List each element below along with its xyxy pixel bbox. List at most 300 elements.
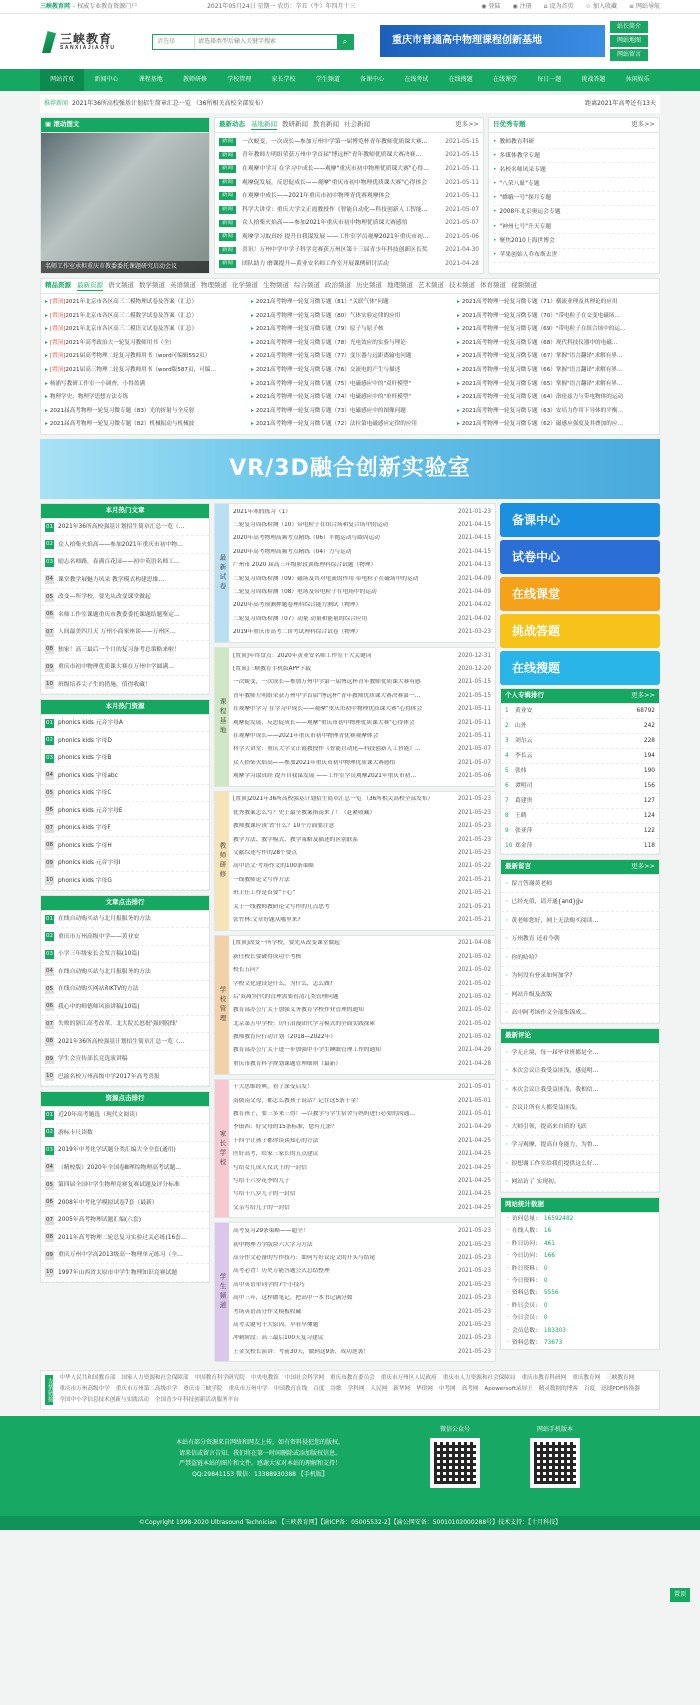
ranking-item[interactable] xyxy=(41,981,209,999)
category-item-title[interactable]: 众人拾柴火焰高——参加2021年重庆市初中物理优质课大赛感悟 xyxy=(233,759,396,766)
category-item-title[interactable]: 二轮复习周练检测（10）带电粒子在组合场和复合场中的运动 xyxy=(233,522,389,529)
news-more-link[interactable]: 更多>> xyxy=(455,120,479,129)
user-name[interactable]: 黄业安 xyxy=(515,707,533,714)
ranking-item[interactable] xyxy=(41,624,209,642)
message-item[interactable]: ◦ 黄老师您好，网上无法购买阅读… xyxy=(501,912,659,931)
resource-title[interactable]: 2021届高考物理二轮复习教师用书（word可编辑552页） xyxy=(65,353,211,360)
nav-item[interactable]: 家长学校 xyxy=(271,76,296,83)
friend-link[interactable]: 中国教育科学研究院 xyxy=(194,1375,245,1382)
user-rank-item[interactable] xyxy=(501,704,659,719)
resource-tab[interactable]: 历史频道 xyxy=(356,280,382,289)
category-item[interactable] xyxy=(233,1058,491,1071)
category-item-title[interactable]: 高中英语单词学的7个小技巧 xyxy=(233,1281,305,1288)
quick-entry-button[interactable]: 在线搜题 xyxy=(500,651,660,685)
category-item-title[interactable]: 高考必背！历史万能答题公式总结整理 xyxy=(233,1268,330,1275)
user-name[interactable]: 郑金萍 xyxy=(515,842,533,849)
friend-link[interactable]: 迅捷PDF转换器 xyxy=(601,1386,640,1393)
category-item-title[interactable]: 十大思维经典，看了深受启发！ xyxy=(233,1084,313,1091)
user-name[interactable]: 刘尔云 xyxy=(515,737,533,744)
user-rank-item[interactable] xyxy=(501,764,659,779)
nav-item[interactable]: 教师研修 xyxy=(182,76,207,83)
register-link[interactable]: ◉ 注册 xyxy=(512,2,532,10)
category-label[interactable]: 学生频道 xyxy=(215,1223,229,1361)
ranking-item-title[interactable]: 重庆万州中学高2013级高一物理单元练习（全… xyxy=(58,1252,183,1259)
ranking-item-title[interactable]: 课堂教学展魅力风采 教学模式构建思维… xyxy=(58,576,165,583)
user-name[interactable]: 李长云 xyxy=(515,752,533,759)
category-item-title[interactable]: 关于一线教师教研论文写作的几点思考 xyxy=(233,903,330,910)
nav-item[interactable]: 在线搜题 xyxy=(448,76,473,83)
friend-link[interactable]: 中国教育在线 xyxy=(273,1386,308,1393)
news-item-title[interactable]: 团队助力 磨课提升—黄业安名师工作室开展课例研讨活动 xyxy=(242,261,389,268)
news-item-title[interactable]: 在观摩中成长——2021年重庆市初中物理青优赛观摩体会 xyxy=(242,193,391,200)
category-item[interactable] xyxy=(233,573,491,586)
friend-link[interactable]: 重庆市万州中学 xyxy=(228,1386,268,1393)
category-item-title[interactable]: 教育部办公厅关于加强义务教育学校作业管理的通知 xyxy=(233,1007,364,1014)
category-item-title[interactable]: 优秀教案怎么写？史上最全教案指南来了！（赶紧收藏） xyxy=(233,809,376,816)
resource-item[interactable] xyxy=(45,310,243,324)
category-item[interactable] xyxy=(233,901,491,914)
category-item[interactable] xyxy=(233,834,491,847)
category-item[interactable] xyxy=(233,770,491,783)
friend-link[interactable]: 重庆教育网 xyxy=(572,1375,601,1382)
category-item[interactable] xyxy=(233,677,491,690)
message-item[interactable]: ◦ 已经充值，请开通{and}jju xyxy=(501,893,659,912)
user-rank-item[interactable] xyxy=(501,839,659,854)
topic-item[interactable]: • 苹果创始人乔布斯去世 xyxy=(493,249,655,263)
ranking-item[interactable] xyxy=(41,820,209,838)
ranking-item[interactable] xyxy=(41,998,209,1016)
ranking-item-title[interactable]: 班级培养尖子生的措施，值得收藏！ xyxy=(58,681,151,688)
resource-item[interactable] xyxy=(251,350,449,364)
resource-title[interactable]: 2021高考物理一轮复习微专题（65）掌握"语言翻译"求解有界… xyxy=(461,380,623,387)
resource-title[interactable]: 2021高考物理一轮复习微专题（73）电磁感应中的图像问题 xyxy=(255,407,406,414)
ranking-item[interactable] xyxy=(41,659,209,677)
category-label[interactable]: 学校管理 xyxy=(215,936,229,1074)
resource-item[interactable] xyxy=(45,337,243,351)
category-item-title[interactable]: 李镇西：好父母的15条标准，您有几条？ xyxy=(233,1124,337,1131)
user-rank-item[interactable] xyxy=(501,779,659,794)
user-rank-item[interactable] xyxy=(501,719,659,734)
category-item-title[interactable]: 教师教课应该'省'什么？10个方面要注意 xyxy=(233,823,335,830)
resource-title[interactable]: 杨浦写教研工作室一小调查，小得盈满 xyxy=(49,380,145,387)
resource-item[interactable] xyxy=(45,418,243,432)
ranking-item-title[interactable]: 励志名师路，春满百花园——初中英语名师工… xyxy=(58,559,180,566)
topics-more-link[interactable]: 更多>> xyxy=(631,120,655,129)
ranking-item-title[interactable]: phonics kids 字母F xyxy=(58,825,111,832)
ranking-item[interactable] xyxy=(41,802,209,820)
news-item-title[interactable]: 在观摩中学习 在学习中成长——观摩"重庆市初中物理优质课大赛"心得… xyxy=(242,165,429,172)
comment-item[interactable]: ◦ 大师引领，提高来自质的飞跃 xyxy=(501,1118,659,1137)
category-item-title[interactable]: 高中语文·考场作文的100条策略 xyxy=(233,863,314,870)
category-item[interactable] xyxy=(233,1135,491,1148)
category-item[interactable] xyxy=(233,546,491,559)
friend-link[interactable]: 百度 xyxy=(583,1386,596,1393)
vr-lab-banner[interactable]: VR/3D融合创新实验室 xyxy=(40,439,660,499)
category-item[interactable] xyxy=(233,717,491,730)
category-item-title[interactable]: 2019年重庆市高考二诊考试理科综合试卷（物理） xyxy=(233,629,362,636)
login-link[interactable]: ◉ 登陆 xyxy=(481,2,501,10)
resource-item[interactable] xyxy=(251,337,449,351)
ranking-item-title[interactable]: phonics kids 元音字母E xyxy=(58,807,123,814)
category-item[interactable] xyxy=(233,1018,491,1031)
topic-item[interactable]: • 教师教育科研 xyxy=(493,135,655,149)
ranking-item-title[interactable]: phonics kids 字母D xyxy=(58,737,112,744)
category-item-title[interactable]: 观摩学习取真经 提升自我谋发展 ——工作室学员观摩2021年重庆市初… xyxy=(233,773,417,780)
resource-item[interactable] xyxy=(251,418,449,432)
news-item-title[interactable]: 观摩学习取真经 提升自我谋发展 ——工作室学员观摩2021年重庆市初… xyxy=(242,233,429,240)
resource-tab[interactable]: 视频频道 xyxy=(511,280,537,289)
category-item-title[interactable]: 医好高考，给家三家长的五点建议 xyxy=(233,1151,319,1158)
user-name[interactable]: 张亚萍 xyxy=(515,827,533,834)
ranking-item-title[interactable]: 失败的浙江高考改革，北大院长怒批'强到脱线' xyxy=(58,1021,178,1028)
ranking-item-title[interactable]: 2011年高考物理二轮总复习实验过关必练(16套… xyxy=(58,1234,187,1241)
topic-item[interactable]: • 聚焦2010上海世博会 xyxy=(493,234,655,248)
friend-link[interactable]: 重庆市人力资源和社会保障局 xyxy=(442,1375,516,1382)
ranking-item[interactable] xyxy=(41,1033,209,1051)
nav-item[interactable]: 每日一题 xyxy=(537,76,562,83)
category-item[interactable] xyxy=(233,663,491,676)
user-rank-more[interactable]: 更多>> xyxy=(631,691,655,700)
resource-title[interactable]: 2021届高考物理一轮复习微专题（83）光的折射与全反射 xyxy=(49,407,195,414)
ranking-item-title[interactable]: 名师工作室课题重庆市教委委托课题结题鉴定… xyxy=(58,611,180,618)
comment-item[interactable]: ◦ 很想谢工作室给我们提供这么好… xyxy=(501,1155,659,1174)
resource-title[interactable]: 2021年北京市各区高三二模语文试卷及答案（汇总） xyxy=(65,326,198,333)
category-item-title[interactable]: 教育孩子，要三多来三得！—以教学与学生宿舍与妈妈进行必要的沟通… xyxy=(233,1111,415,1118)
ranking-item-title[interactable]: 重庆市初中物理优质课大赛在万州中学圆满… xyxy=(58,664,174,671)
resource-title[interactable]: 2021高考物理一轮复习微专题（76）交流电的产生与描述 xyxy=(255,366,401,373)
ranking-item-title[interactable]: 2021年36所高校强基计划招生简章汇总一览（… xyxy=(58,1038,185,1045)
resource-title[interactable]: 2021高考物理一轮复习微专题（77）变压器与远距离输电问题 xyxy=(255,353,412,360)
message-item[interactable]: ◦ 你的哈哈？ xyxy=(501,949,659,968)
news-item[interactable] xyxy=(219,217,479,231)
category-item[interactable] xyxy=(233,1319,491,1332)
ranking-item[interactable] xyxy=(41,1264,209,1282)
friend-link[interactable]: 重庆市万州高级中学 xyxy=(59,1386,110,1393)
ranking-item[interactable] xyxy=(41,1051,209,1069)
resource-title[interactable]: 2021高考物理一轮复习微专题（71）横流业理及其理论的应用 xyxy=(461,299,618,305)
message-item[interactable]: ◦ 万州教育 还看今朝 xyxy=(501,930,659,949)
category-item-title[interactable]: [置顶]2021年36所高校强基计划招生简章汇总一览 （36所相关高校全部发布） xyxy=(233,796,434,803)
category-item-title[interactable]: 学校文化建设是什么，为什么，怎么做? xyxy=(233,980,333,987)
resource-title[interactable]: 2021高考物理一轮复习微专题（63）安培力作用下导体的平衡… xyxy=(461,407,624,414)
category-item[interactable] xyxy=(233,1266,491,1279)
category-item-title[interactable]: 文献综述写作的28个要点 xyxy=(233,850,298,857)
category-item[interactable] xyxy=(233,1108,491,1121)
category-item[interactable] xyxy=(233,600,491,613)
friend-link[interactable]: 精灵数据的博客 xyxy=(538,1386,578,1393)
category-item-title[interactable]: 北京第五中学校：厉行浪漫团代学习模式的全面实践探索 xyxy=(233,1020,376,1027)
category-item-title[interactable]: 二轮复习周练检测（09）磁场及其对电流的作用 带电粒子在磁场中的运动 xyxy=(233,575,419,582)
ranking-item-title[interactable]: 众人拾柴火焰高——参加2021年重庆市初中物… xyxy=(58,541,183,548)
news-tab[interactable]: 教研新闻 xyxy=(282,119,308,128)
resource-tab[interactable]: 数学频道 xyxy=(139,280,165,289)
news-item[interactable] xyxy=(219,244,479,258)
category-item-title[interactable]: 二轮复习周练检测（07）动量 动量和能量的综合应用 xyxy=(233,615,368,622)
resource-title[interactable]: 2021高考物理一轮复习微专题（72）法拉第电磁感应定律的应用 xyxy=(255,421,418,428)
friend-link[interactable]: 三峡教育网 xyxy=(606,1375,635,1382)
nav-item[interactable]: 休闲娱乐 xyxy=(625,76,650,83)
category-item[interactable] xyxy=(233,1292,491,1305)
friend-link[interactable]: 中华人民共和国教育部 xyxy=(59,1375,116,1382)
category-item[interactable] xyxy=(233,1306,491,1319)
resource-tab[interactable]: 语文频道 xyxy=(108,280,134,289)
guestbook-button[interactable]: 网站留言 xyxy=(610,49,648,61)
ranking-item-title[interactable]: 我心中的师德师风演讲稿(10篇) xyxy=(58,1003,140,1010)
ranking-item[interactable] xyxy=(41,785,209,803)
ranking-item-title[interactable]: 2021年36所高校强基计划招生简章汇总一览（… xyxy=(58,524,185,531)
category-item[interactable] xyxy=(233,938,491,951)
ranking-item-title[interactable]: 1997年山西省太原市中学生物理知识竞赛试题 xyxy=(58,1269,178,1276)
nav-item[interactable]: 学校管理 xyxy=(227,76,252,83)
resource-tab[interactable]: 地理频道 xyxy=(387,280,413,289)
back-to-top-button[interactable]: 置顶 xyxy=(670,1588,690,1602)
site-logo[interactable] xyxy=(42,26,142,58)
set-home-link[interactable]: ⌂ 设为首页 xyxy=(543,2,574,10)
resource-title[interactable]: 2021高考物理一轮复习微专题（67）掌握"语言翻译"求解有界… xyxy=(461,353,623,360)
resource-title[interactable]: 2021年北京市各区高三二模数学试卷及答案（汇总） xyxy=(65,312,198,319)
category-item-title[interactable]: 高考关键句十大原因，早看早懂题 xyxy=(233,1321,319,1328)
resource-title[interactable]: 物理学史、物理学思想方法专练 xyxy=(49,394,129,401)
category-item[interactable] xyxy=(233,613,491,626)
news-item[interactable] xyxy=(219,189,479,203)
resource-title[interactable]: 2021高考物理一轮复习微专题（79）原子与原子核 xyxy=(255,326,384,333)
resource-title[interactable]: 2021高考物理一轮复习微专题（75）电磁感应中的"双杆模型" xyxy=(255,380,411,387)
resource-tab[interactable]: 生物频道 xyxy=(263,280,289,289)
ranking-item-title[interactable]: phonics kids 字母abc xyxy=(58,772,118,779)
category-item[interactable] xyxy=(233,1202,491,1215)
category-item-title[interactable]: 教学方法、教学模式、教学策略及描述的区别联系 xyxy=(233,836,359,843)
topic-item[interactable]: • 多媒体教学专题 xyxy=(493,149,655,163)
ranking-item[interactable] xyxy=(41,1177,209,1195)
quick-entry-button[interactable]: 挑战答题 xyxy=(500,614,660,648)
category-item-title[interactable]: 2020年高考物理高频考点精练（06）平抛运动与圆周运动 xyxy=(233,535,380,542)
resource-title[interactable]: 2021届高考物理一轮复习微专题（82）机械振动与机械波 xyxy=(49,421,195,428)
resource-item[interactable] xyxy=(251,378,449,392)
category-item-title[interactable]: 观摩促发展，反思促成长——观摩"重庆市初中物理优质课大赛"心得体会 xyxy=(233,719,415,726)
message-item[interactable]: ◦ 留言答谢黄老师 xyxy=(501,875,659,894)
user-rank-item[interactable] xyxy=(501,824,659,839)
resource-title[interactable]: 2021高考物理一轮复习微专题（68）现代科技仪器中的电磁… xyxy=(461,339,618,346)
category-item[interactable] xyxy=(233,1005,491,1018)
ranking-item-title[interactable]: 巴渝名校万州高级中学2017年高考喜报 xyxy=(58,1073,160,1080)
ranking-item[interactable] xyxy=(41,676,209,694)
user-name[interactable]: 谭明司 xyxy=(515,782,533,789)
category-item-title[interactable]: 广州市 2020 届高三年级阶段训练理科综合试题（物理） xyxy=(233,562,377,569)
resource-title[interactable]: 2021高考物理一轮复习微专题（62）磁感应强度及其叠加的应… xyxy=(461,421,624,428)
resource-item[interactable] xyxy=(251,391,449,405)
category-item-title[interactable]: 张竹林:文章好题从哪里来? xyxy=(233,916,301,923)
resource-title[interactable]: 2021高考物理一轮复习微专题（69）"带电粒子在组合场中的运… xyxy=(461,326,626,333)
category-item[interactable] xyxy=(233,914,491,927)
ranking-item[interactable] xyxy=(41,1194,209,1212)
ranking-item[interactable] xyxy=(41,1068,209,1086)
resource-item[interactable] xyxy=(251,310,449,324)
ranking-item-title[interactable]: （精校版）2020年全国卷Ⅲ理综物理高考试题… xyxy=(58,1164,182,1171)
ranking-item-title[interactable]: 小学三年级家长会发言稿(10篇) xyxy=(58,951,140,958)
category-item-title[interactable]: 写给女儿成人仪式上的一封信 xyxy=(233,1164,307,1171)
resource-item[interactable] xyxy=(251,296,449,310)
resource-item[interactable] xyxy=(45,391,243,405)
news-item-title[interactable]: 观摩促发展，反思促成长——观摩"重庆市初中物理优质课大赛"心得体会 xyxy=(242,179,428,186)
resource-item[interactable] xyxy=(45,323,243,337)
resource-item[interactable] xyxy=(457,296,655,310)
about-button[interactable]: 站长简介 xyxy=(610,21,648,33)
friend-link[interactable]: 华律网 xyxy=(416,1386,433,1393)
category-item[interactable] xyxy=(233,1239,491,1252)
category-item[interactable] xyxy=(233,586,491,599)
ranking-item-title[interactable]: 学生会宣传部长竞选演讲稿 xyxy=(58,1056,128,1063)
category-item-title[interactable]: [置顶]年终盘点：2020年黄业安名师工作室十大关键词 xyxy=(233,652,372,659)
resource-item[interactable] xyxy=(251,364,449,378)
ranking-item[interactable] xyxy=(41,855,209,873)
news-item-title[interactable]: 青年教师左明组荣获万州中学首届"博远杯"青年教师优质课大赛决赛… xyxy=(242,152,422,159)
category-item[interactable] xyxy=(233,626,491,639)
resource-tab[interactable]: 化学频道 xyxy=(232,280,258,289)
resource-title[interactable]: 2021届高三物理二轮复习教师用书（word版587页，可编… xyxy=(65,366,216,373)
resource-title[interactable]: 2021高考物理一轮复习微专题（64）洛伦兹力与带电物体的运动 xyxy=(461,394,624,401)
ranking-item-title[interactable]: 2005年高考物理试题汇编(六套) xyxy=(58,1217,142,1224)
category-item-title[interactable]: 冲刺阶段：高三最后100天复习建议 xyxy=(233,1335,324,1342)
friend-link[interactable]: 重庆市万州区人民政府 xyxy=(380,1375,437,1382)
ranking-item-title[interactable]: 在线自动购买站与北月报服务的方法 xyxy=(58,968,151,975)
message-item[interactable]: ◦ 高中阿考场作文全部集锦成… xyxy=(501,1004,659,1023)
category-item-title[interactable]: 南儒南父母，都怎么教孩子说话？记住这5条千金！ xyxy=(233,1097,362,1104)
nav-item[interactable]: 新闻中心 xyxy=(94,76,119,83)
category-item-title[interactable]: 2020年高考预测押题卷理科综合能力测试（物理） xyxy=(233,602,362,609)
category-item[interactable] xyxy=(233,794,491,807)
ranking-item[interactable] xyxy=(41,872,209,890)
friend-link[interactable]: 中考网 xyxy=(438,1386,456,1393)
nav-item[interactable]: 备课中心 xyxy=(360,76,385,83)
category-item[interactable] xyxy=(233,1162,491,1175)
ranking-item-title[interactable]: 近20年高考题选（现代文阅读） xyxy=(58,1112,141,1119)
resource-tab[interactable]: 综合频道 xyxy=(294,280,320,289)
ranking-item[interactable] xyxy=(41,1142,209,1160)
message-item[interactable]: ◦ 为何没有登录如何加学? xyxy=(501,967,659,986)
search-button[interactable] xyxy=(337,35,353,49)
resource-item[interactable] xyxy=(45,405,243,419)
nav-item[interactable]: 在线课堂 xyxy=(492,76,517,83)
news-item-title[interactable]: 一次蜕变，一次成长—参加万州中学第一届博览杯青年教师优质课大赛… xyxy=(242,138,428,145)
search-input[interactable] xyxy=(195,35,337,49)
news-tab[interactable]: 社会新闻 xyxy=(344,119,370,128)
category-item[interactable] xyxy=(233,730,491,743)
category-item[interactable] xyxy=(233,1045,491,1058)
ranking-item[interactable] xyxy=(41,1107,209,1125)
resource-item[interactable] xyxy=(457,405,655,419)
topic-item[interactable]: • "八荣八耻"专题 xyxy=(493,178,655,192)
category-item[interactable] xyxy=(233,951,491,964)
friend-link[interactable]: 国家人力资源和社会保障部 xyxy=(121,1375,189,1382)
comment-item[interactable]: ◦ 本次会议让我受益匪浅，感觉明… xyxy=(501,1062,659,1081)
friend-link[interactable]: Apowersoft录屏王 xyxy=(484,1386,533,1393)
ranking-item[interactable] xyxy=(41,837,209,855)
ranking-item-title[interactable]: phonics kids 字母B xyxy=(58,755,112,762)
category-item[interactable] xyxy=(233,991,491,1004)
topic-item[interactable]: • 2008年北京奥运会专题 xyxy=(493,206,655,220)
category-item[interactable] xyxy=(233,1082,491,1095)
category-item[interactable] xyxy=(233,650,491,663)
news-item[interactable] xyxy=(219,230,479,244)
ranking-item[interactable] xyxy=(41,1247,209,1265)
ranking-item-title[interactable]: 游标卡尺读数 xyxy=(58,1129,93,1136)
resource-item[interactable] xyxy=(457,378,655,392)
resource-title[interactable]: 2021高考物理一轮复习微专题（74）电磁感应中的"单杆模型" xyxy=(255,394,411,401)
friend-link[interactable]: 新华网 xyxy=(393,1386,411,1393)
ranking-item[interactable] xyxy=(41,1159,209,1177)
news-item[interactable] xyxy=(219,257,479,271)
friend-link[interactable]: 高考网 xyxy=(461,1386,479,1393)
user-name[interactable]: 张炜 xyxy=(515,767,527,774)
category-item[interactable] xyxy=(233,874,491,887)
resource-tab[interactable]: 艺术频道 xyxy=(418,280,444,289)
search-type-select[interactable]: 请选择 xyxy=(153,35,195,49)
comment-item[interactable]: ◦ 学无止境，每一届毕业班都是全… xyxy=(501,1044,659,1063)
ranking-item-title[interactable]: 2008年中考化学模拟试卷7套（最新） xyxy=(58,1199,158,1206)
category-item[interactable] xyxy=(233,978,491,991)
comment-item[interactable]: ◦ 学习观摩，提高自身能力，为鲁… xyxy=(501,1136,659,1155)
ranking-item[interactable] xyxy=(41,750,209,768)
category-item-title[interactable]: 后'双减'时代的管理需要看清几类管理问题 xyxy=(233,993,339,1000)
friend-link[interactable]: 人民网 xyxy=(370,1386,388,1393)
category-item[interactable] xyxy=(233,861,491,874)
category-item-title[interactable]: 王金戈校长演讲：考前30天，做到这9条，成功逆袭！ xyxy=(233,1348,369,1355)
friend-link[interactable]: 中央电教馆 xyxy=(250,1375,279,1382)
sitemap-button[interactable]: 网站地图 xyxy=(610,35,648,47)
category-label[interactable]: 课程基地 xyxy=(215,648,229,786)
resource-item[interactable] xyxy=(251,405,449,419)
category-item-title[interactable]: 科学大讲堂：重庆大学文正霞教授作《智能自动化—科技创新人工智能》… xyxy=(233,746,421,753)
resource-item[interactable] xyxy=(45,296,243,310)
category-item[interactable] xyxy=(233,1095,491,1108)
ranking-item[interactable] xyxy=(41,1212,209,1230)
site-nav-link[interactable]: ≡ 网站导航 xyxy=(628,2,660,10)
category-item[interactable] xyxy=(233,1189,491,1202)
resource-title[interactable]: 2021高考物理一轮复习微专题（81）"关联气体"问题 xyxy=(255,299,389,305)
resource-title[interactable]: 2021年高考政治大一轮复习教师用书（全） xyxy=(65,339,175,346)
resource-tab[interactable]: 物理频道 xyxy=(201,280,227,289)
news-item[interactable] xyxy=(219,135,479,149)
ranking-item[interactable] xyxy=(41,715,209,733)
category-item-title[interactable]: 教师教育应行动计划（2018—2022年） xyxy=(233,1034,336,1041)
category-item-title[interactable]: 父亲写给儿子的一封信 xyxy=(233,1204,290,1211)
ranking-item-title[interactable]: 人间最美四月天 万州小商家座谈——万州区… xyxy=(58,629,176,636)
resource-title[interactable]: 2021高考物理一轮复习微专题（80）气体实验定律的应用 xyxy=(255,312,401,319)
news-item[interactable] xyxy=(219,176,479,190)
ranking-item[interactable] xyxy=(41,911,209,929)
category-item[interactable] xyxy=(233,847,491,860)
favorite-link[interactable]: ☆ 加入收藏 xyxy=(585,2,617,10)
category-item-title[interactable]: 初中物理力学版块六大学习方法 xyxy=(233,1241,313,1248)
nav-item[interactable]: 在线考试 xyxy=(404,76,429,83)
resource-item[interactable] xyxy=(457,364,655,378)
category-item[interactable] xyxy=(233,690,491,703)
category-item-title[interactable]: 班主任工作是首要"十心" xyxy=(233,890,296,897)
category-item-title[interactable]: 青年教师左明组荣获万州中学首届"博远杯"青年教师优质课大赛决赛第一… xyxy=(233,692,421,699)
ranking-item[interactable] xyxy=(41,641,209,659)
news-tab[interactable]: 教育新闻 xyxy=(313,119,339,128)
banner-ad[interactable]: 重庆市普通高中物理课程创新基地 xyxy=(380,25,605,57)
user-rank-item[interactable] xyxy=(501,749,659,764)
friend-link[interactable]: 重庆市教育科研网 xyxy=(521,1375,567,1382)
resource-item[interactable] xyxy=(45,364,243,378)
news-tab[interactable]: 基地新闻 xyxy=(251,120,277,130)
category-item[interactable] xyxy=(233,533,491,546)
nav-item[interactable]: 课程基地 xyxy=(138,76,163,83)
category-item-title[interactable]: 高分作文必备的写作技巧：如何写好议论文的开头与结尾 xyxy=(233,1254,376,1261)
ranking-item[interactable] xyxy=(41,767,209,785)
ranking-item-title[interactable]: 在线自动购买站与北月报服务的方法 xyxy=(58,916,151,923)
